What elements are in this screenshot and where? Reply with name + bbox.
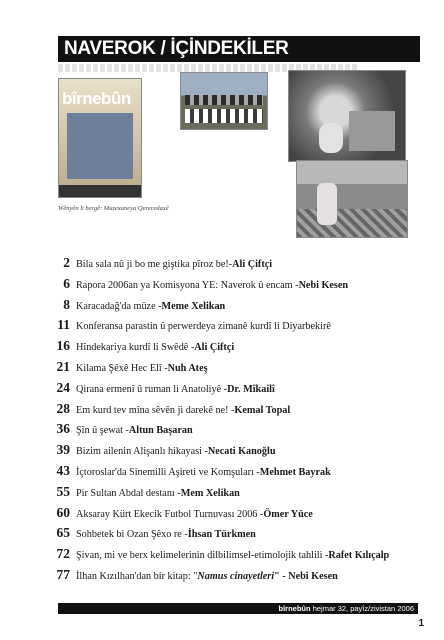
toc-entry <box>38 463 430 484</box>
toc-entry-title: Em kurd tev mîna sêvên ji darekê ne! - <box>76 404 235 416</box>
magazine-cover-image <box>58 78 142 198</box>
toc-entry-author: İhsan Türkmen <box>187 529 256 541</box>
toc-entry <box>38 567 430 588</box>
footer-bar <box>58 603 418 614</box>
footer-issue-text <box>279 603 414 614</box>
toc-page-number: 55 <box>56 483 70 499</box>
toc-page-number: 24 <box>56 379 70 395</box>
toc-entry-author: Dr. Mîkailî <box>227 383 275 395</box>
toc-entry-title: Karacadağ'da müze - <box>76 300 162 312</box>
footer-issue: hejmar 32, payîz/zivistan 2006 <box>310 604 414 613</box>
toc-entry <box>38 421 430 442</box>
table-of-contents <box>38 255 430 588</box>
toc-entry-title: Pir Sultan Abdal destanı - <box>76 487 181 499</box>
toc-entry <box>38 505 430 526</box>
toc-entry <box>38 255 430 276</box>
toc-entry <box>38 338 430 359</box>
header-bar <box>58 36 420 62</box>
cover-artwork <box>67 113 133 179</box>
toc-entry-title: Aksaray Kürt Ekecik Futbol Turnuvası 2006 - <box>76 508 264 520</box>
toc-entry-author: Meme Xelikan <box>161 300 226 312</box>
toc-page-number: 77 <box>56 566 70 582</box>
toc-entry-author: Altun Başaran <box>128 425 193 437</box>
toc-entry-title: Şivan, mi ve berx kelimelerinin dilbilimsel-etimolojik tahlili - <box>76 550 329 562</box>
toc-entry-title: Şîn û şewat - <box>76 425 129 437</box>
toc-page-number: 39 <box>56 442 70 458</box>
cover-logo: bîrnebûn <box>62 89 131 108</box>
toc-page-number: 43 <box>56 462 70 478</box>
toc-entry-title: İçtoroslar'da Sinemilli Aşireti ve Komşuları - <box>76 466 260 478</box>
toc-entry <box>38 401 430 422</box>
toc-entry <box>38 297 430 318</box>
toc-page-number: 8 <box>63 296 70 312</box>
toc-entry-author: Nuh Ateş <box>167 362 208 374</box>
toc-entry-author: Mem Xelikan <box>180 487 240 499</box>
toc-entry-title: Rapora 2006an ya Komisyona YE: Naverok û encam - <box>76 279 299 291</box>
toc-entry-author: Kemal Topal <box>234 404 291 416</box>
toc-entry <box>38 442 430 463</box>
toc-entry-author: Ali Çiftçi <box>194 342 235 354</box>
toc-page-number: 2 <box>63 255 70 270</box>
footer-magazine: bîrnebûn <box>278 604 311 613</box>
toc-entry <box>38 380 430 401</box>
cover-bottom-strip <box>59 185 141 197</box>
toc-entry-title: Kilama Şêxê Hec Elî - <box>76 362 168 374</box>
toc-entry <box>38 484 430 505</box>
toc-page-number: 11 <box>57 317 70 333</box>
toc-entry-author: Ali Çiftçi <box>232 259 273 270</box>
child-at-dump-photo <box>296 160 408 238</box>
toc-entry-author: Rafet Kılıçalp <box>328 550 390 562</box>
page-title: NAVEROK / İÇİNDEKİLER <box>64 38 289 59</box>
toc-page-number: 36 <box>56 421 70 437</box>
toc-page-number: 16 <box>56 338 70 354</box>
page-number: 1 <box>418 618 424 629</box>
football-team-photo <box>180 72 268 130</box>
toc-entry-author: Mehmet Bayrak <box>259 466 331 478</box>
family-photo <box>288 70 406 162</box>
toc-entry-title: Sohbetek bi Ozan Şêxo re - <box>76 529 188 541</box>
toc-page-number: 21 <box>56 358 70 374</box>
toc-entry-separator: Namus cinayetleri <box>197 570 275 582</box>
toc-entry-author: " - Nebi Kesen <box>274 570 338 582</box>
toc-entry-title: Bila sala nû ji bo me giştika pîroz be!- <box>76 259 233 270</box>
toc-page-number: 28 <box>56 400 70 416</box>
toc-entry <box>38 525 430 546</box>
toc-page-number: 72 <box>56 546 70 562</box>
toc-entry-title: Qirana ermenî û ruman li Anatoliyê - <box>76 383 228 395</box>
toc-entry-title: Hîndekariya kurdî li Swêdê - <box>76 342 195 354</box>
toc-entry-title: Konferansa parastin û perwerdeya zimanê kurdî li Diyarbekirê <box>76 321 331 333</box>
toc-entry <box>38 546 430 567</box>
cover-caption: Wênyên li bergê: Muzexaneya Qerecedaxê <box>58 205 169 212</box>
toc-page-number: 60 <box>56 504 70 520</box>
toc-page-number: 6 <box>63 275 70 291</box>
toc-entry <box>38 317 430 338</box>
toc-entry-author: Necati Kanoğlu <box>207 446 276 458</box>
toc-entry <box>38 359 430 380</box>
toc-entry <box>38 276 430 297</box>
toc-entry-title: İlhan Kızılhan'dan bir kitap: " <box>76 570 198 582</box>
toc-entry-title: Bizim ailenin Alişanlı hikayasi - <box>76 446 208 458</box>
toc-entry-author: Nebi Kesen <box>298 279 349 291</box>
toc-entry-author: Ömer Yüce <box>263 508 313 520</box>
toc-page-number: 65 <box>56 525 70 541</box>
